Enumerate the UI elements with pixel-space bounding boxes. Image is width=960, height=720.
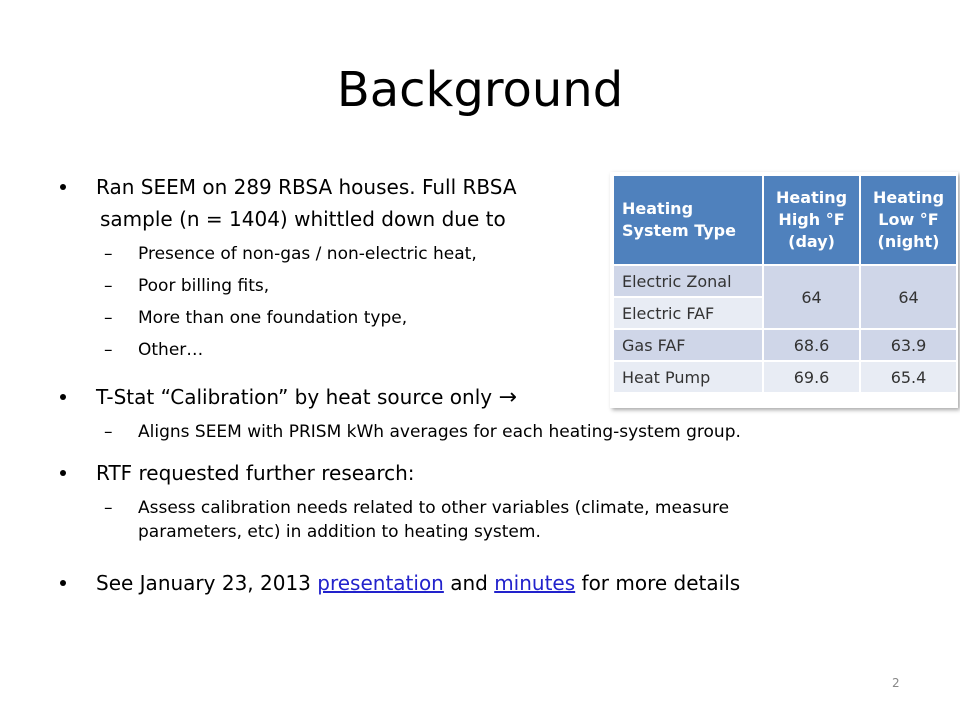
cell-type: Electric Zonal <box>613 265 763 297</box>
page-number: 2 <box>892 676 900 690</box>
header-heating-high: Heating High °F (day) <box>763 175 860 265</box>
cell-type: Gas FAF <box>613 329 763 361</box>
bullet-1-sub-3: More than one foundation type, <box>138 308 408 328</box>
cell-type: Electric FAF <box>613 297 763 329</box>
bullet-dot <box>60 184 66 190</box>
bullet-dot <box>60 394 66 400</box>
header-heating-system-type: Heating System Type <box>613 175 763 265</box>
dash: – <box>104 276 113 296</box>
dash: – <box>104 340 113 360</box>
dash: – <box>104 308 113 328</box>
minutes-link[interactable]: minutes <box>494 571 576 595</box>
presentation-link[interactable]: presentation <box>317 571 444 595</box>
bullet-2-sub: Aligns SEEM with PRISM kWh averages for each heating-system group. <box>138 422 741 442</box>
dash: – <box>104 422 113 442</box>
cell-high: 68.6 <box>763 329 860 361</box>
dash: – <box>104 498 113 518</box>
bullet-1-sub-4: Other… <box>138 340 204 360</box>
slide-title: Background <box>336 62 624 118</box>
bullet-1-line-2: sample (n = 1404) whittled down due to <box>100 207 506 231</box>
bullet-dot <box>60 470 66 476</box>
cell-low: 64 <box>860 265 957 329</box>
cell-low: 65.4 <box>860 361 957 393</box>
bullet-2-text: T-Stat “Calibration” by heat source only <box>96 385 493 409</box>
bullet-dot <box>60 580 66 586</box>
table-row <box>613 329 957 361</box>
right-arrow-icon: → <box>498 385 517 410</box>
bullet-3-sub-line-2: parameters, etc) in addition to heating system. <box>138 522 541 542</box>
bullet-1-line-1: Ran SEEM on 289 RBSA houses. Full RBSA <box>96 175 517 199</box>
bullet-3-sub-line-1: Assess calibration needs related to other variables (climate, measure <box>138 498 730 518</box>
bullet-1-sub-2: Poor billing fits, <box>138 276 270 296</box>
bullet-4-mid: and <box>443 571 495 595</box>
cell-low: 63.9 <box>860 329 957 361</box>
bullet-4 <box>96 570 740 596</box>
table-header-row <box>613 175 957 265</box>
bullet-2 <box>96 384 517 411</box>
cell-high: 69.6 <box>763 361 860 393</box>
bullet-4-suffix: for more details <box>575 571 741 595</box>
header-heating-low: Heating Low °F (night) <box>860 175 957 265</box>
table-row <box>613 361 957 393</box>
bullet-4-prefix: See January 23, 2013 <box>96 571 318 595</box>
cell-high: 64 <box>763 265 860 329</box>
heating-table <box>612 174 958 394</box>
bullet-1-sub-1: Presence of non-gas / non-electric heat, <box>138 244 477 264</box>
dash: – <box>104 244 113 264</box>
cell-type: Heat Pump <box>613 361 763 393</box>
table-row <box>613 265 957 297</box>
bullet-3: RTF requested further research: <box>96 461 415 485</box>
